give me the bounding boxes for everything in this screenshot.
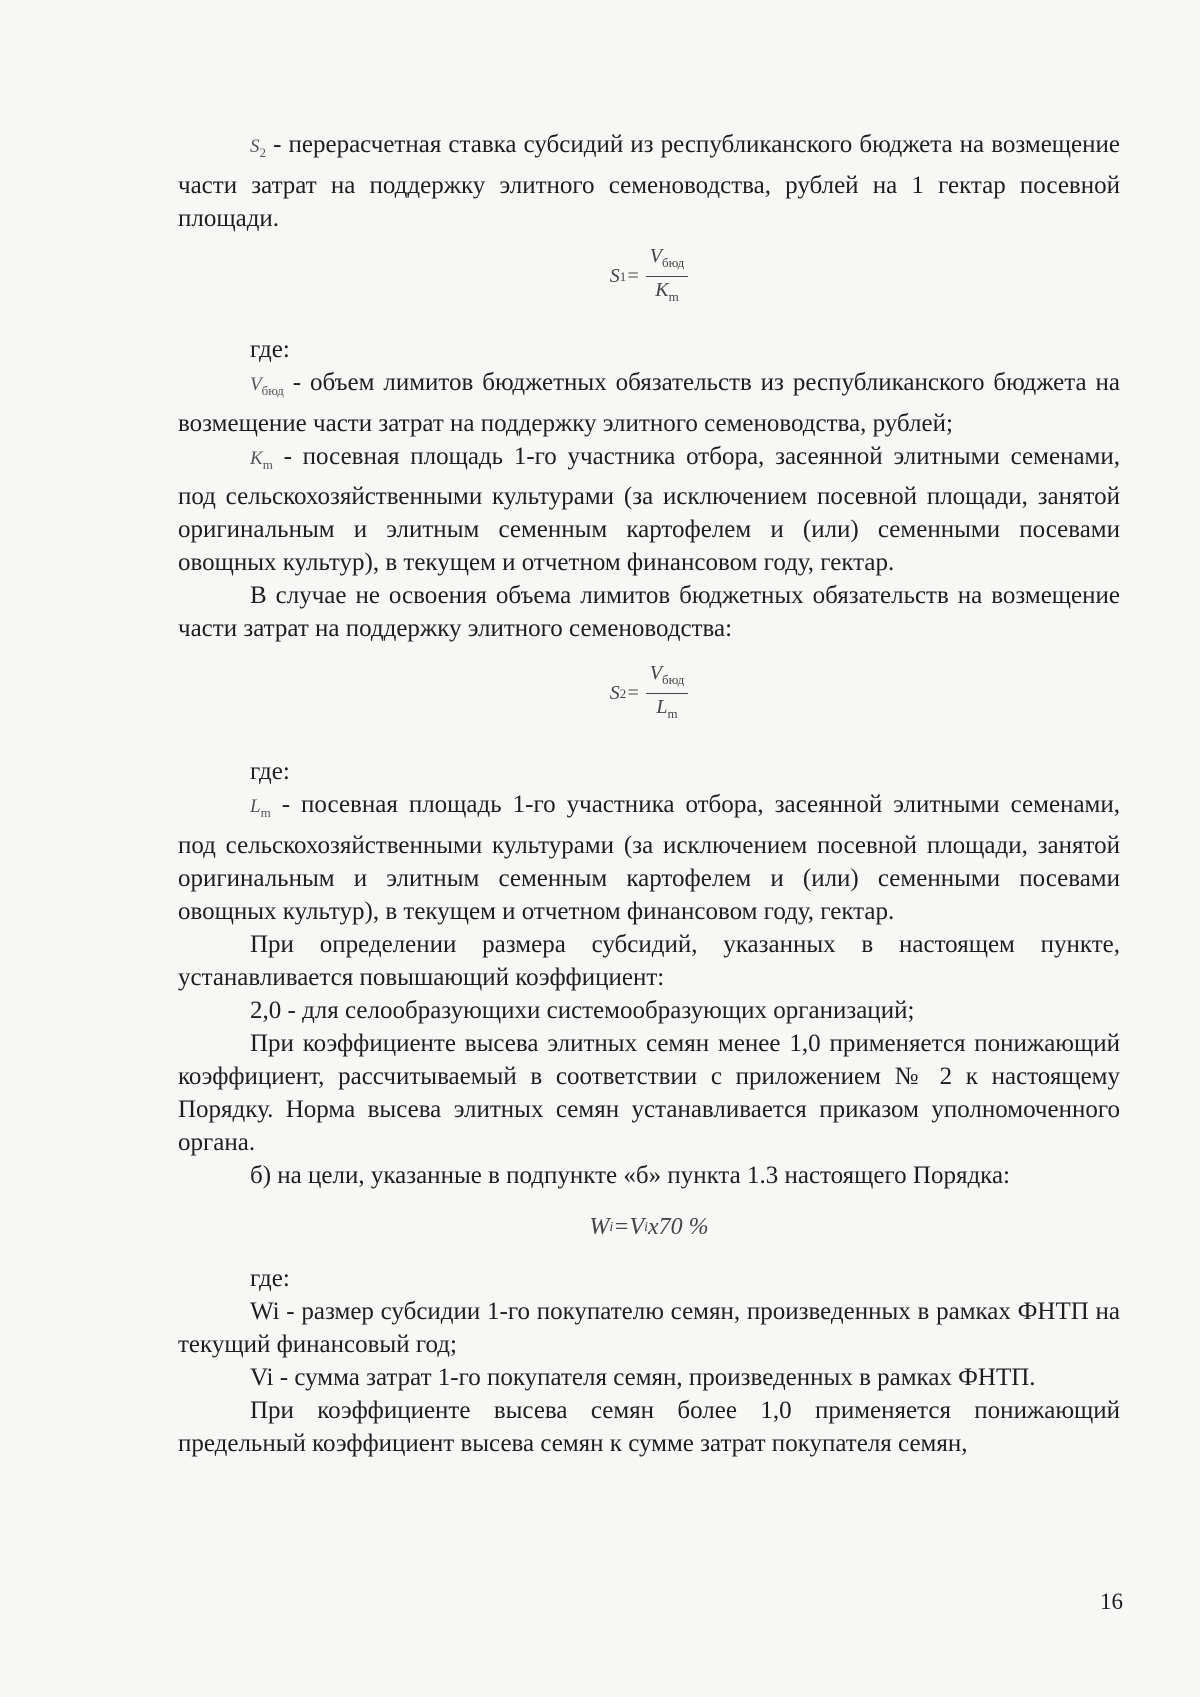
last-paragraph: При коэффициенте высева семян более 1,0 применяется понижающий предельный коэффициент высева семян к сумме затрат покупателя семян, bbox=[178, 1397, 1120, 1458]
formula-s1: S 1 = $\frac{V_{бюд}}{K_m}$ bbox=[178, 235, 1120, 319]
where-label-3: где: bbox=[250, 1265, 290, 1293]
vbud-symbol: $V_{бюд}$ bbox=[250, 373, 284, 398]
km-symbol: $K_m$ bbox=[250, 447, 273, 472]
lm-definition: $L_m$ - посевная площадь 1-го участника отбора, засеянной элитными семенами, под сельскохозяйственными культурами (за исключением посевной площади, занятой оригинальным и элитным семенным картофелем и (или) семенными посевами овощных культур), в текущем и отчетном финансовом году, гектар. bbox=[178, 791, 1120, 926]
vi-definition: Vi - сумма затрат 1-го покупателя семян, произведенных в рамках ФНТП. bbox=[250, 1364, 1036, 1392]
lm-symbol: $L_m$ bbox=[250, 796, 271, 821]
km-definition: $K_m$ - посевная площадь 1-го участника отбора, засеянной элитными семенами, под сельскохозяйственными культурами (за исключением посевной площади, занятой оригинальным и элитным семенным картофелем и (или) семенными посевами овощных культур), в текущем и отчетном финансовом году, гектар. bbox=[178, 442, 1120, 577]
s2-symbol: $S_2$ bbox=[250, 136, 266, 160]
vbud-definition: $V_{бюд}$ - объем лимитов бюджетных обязательств из республиканского бюджета на возмещение части затрат на поддержку элитного семеноводства, рублей; bbox=[178, 368, 1120, 437]
subparagraph-b: б) на цели, указанные в подпункте «б» пункта 1.3 настоящего Порядка: bbox=[250, 1162, 1010, 1190]
low-coefficient-paragraph: При коэффициенте высева элитных семян менее 1,0 применяется понижающий коэффициент, рассчитываемый в соответствии с приложением № 2 к настоящему Порядку. Норма высева элитных семян устанавливается приказом уполномоченного органа. bbox=[178, 1030, 1120, 1157]
formula-s2: S 2 = $\frac{V_{бюд}}{L_m}$ bbox=[178, 645, 1120, 741]
coefficient-paragraph: При определении размера субсидий, указанных в настоящем пункте, устанавливается повышающий коэффициент: bbox=[178, 931, 1120, 992]
where-label-2: где: bbox=[250, 758, 290, 786]
formula-wi: W i = V i х70 % bbox=[589, 1213, 709, 1240]
coefficient-value: 2,0 - для селообразующихи системообразующих организаций; bbox=[250, 997, 915, 1025]
where-label-1: где: bbox=[250, 335, 290, 363]
s2-definition: $S_2$ - перерасчетная ставка субсидий из республиканского бюджета на возмещение части затрат на поддержку элитного семеноводства, рублей на 1 гектар посевной площади. bbox=[178, 131, 1120, 232]
wi-definition: Wi - размер субсидии 1-го покупателю семян, произведенных в рамках ФНТП на текущий финансовый год; bbox=[178, 1298, 1120, 1359]
page-number: 16 bbox=[1100, 1589, 1123, 1614]
case-paragraph: В случае не освоения объема лимитов бюджетных обязательств на возмещение части затрат на поддержку элитного семеноводства: bbox=[178, 582, 1120, 643]
